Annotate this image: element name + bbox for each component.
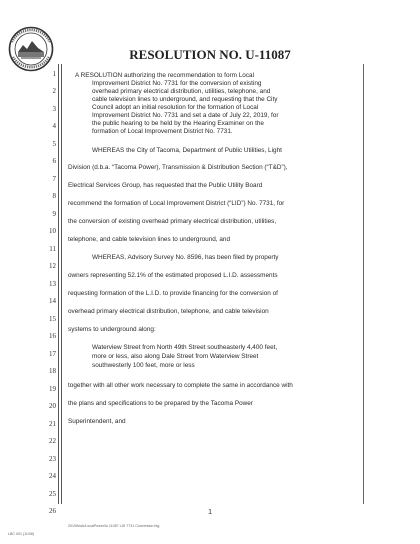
line-number: 21 xyxy=(49,420,56,428)
intro-line: Council adopt an initial resolution for the formation of Local xyxy=(92,104,259,111)
together-line: Superintendent, and xyxy=(68,418,126,425)
left-margin-rule-outer xyxy=(58,64,59,504)
line-number: 25 xyxy=(49,490,56,498)
left-margin-rule-inner xyxy=(61,64,62,504)
line-number: 9 xyxy=(52,210,56,218)
page-number: 1 xyxy=(208,507,213,516)
whereas1-line: telephone, and cable television lines to underground, and xyxy=(68,236,231,243)
line-number: 18 xyxy=(49,367,56,375)
whereas1-line: Electrical Services Group, has requested that the Public Utility Board xyxy=(68,182,263,189)
line-number: 23 xyxy=(49,455,56,463)
line-number: 19 xyxy=(49,385,56,393)
line-number: 13 xyxy=(49,280,56,288)
line-number: 2 xyxy=(52,87,56,95)
together-line: the plans and specifications to be prepared by the Tacoma Power xyxy=(68,400,253,407)
whereas2-line: requesting formation of the L.I.D. to provide financing for the conversion of xyxy=(68,290,278,297)
line-number: 4 xyxy=(52,122,56,130)
line-number: 6 xyxy=(52,157,56,165)
whereas1-line: Division (d.b.a. “Tacoma Power), Transmission & Distribution Section (“T&D”), xyxy=(68,164,288,171)
whereas2-line: systems to underground along: xyxy=(68,326,156,333)
line-number: 16 xyxy=(49,332,56,340)
line-number: 26 xyxy=(49,507,56,515)
line-number: 10 xyxy=(49,227,56,235)
line-number: 15 xyxy=(49,315,56,323)
resolution-title: RESOLUTION NO. U-11087 xyxy=(129,47,291,62)
line-number: 22 xyxy=(49,437,56,445)
intro-line: A RESOLUTION authorizing the recommendation to form Local xyxy=(75,72,255,79)
intro-line: the public hearing to be held by the Hearing Examiner on the xyxy=(92,120,264,127)
line-number: 24 xyxy=(49,472,56,480)
location-line: more or less, also along Dale Street from Waterview Street xyxy=(92,353,259,360)
intro-line: Improvement District No. 7731 for the conversion of existing xyxy=(92,80,262,87)
intro-line: Improvement District No. 7731 and set a date of July 22, 2019, for xyxy=(92,112,279,119)
line-number: 7 xyxy=(52,175,56,183)
line-number: 14 xyxy=(49,297,56,305)
line-number: 1 xyxy=(52,70,56,78)
line-number: 11 xyxy=(49,245,56,253)
whereas2-line: owners representing 52.1% of the estimated proposed L.I.D. assessments xyxy=(68,272,278,279)
intro-line: cable television lines to underground, and requesting that the City xyxy=(92,96,278,103)
whereas2-line: overhead primary electrical distribution, telephone, and cable television xyxy=(68,308,269,315)
location-line: southwesterly 100 feet, more or less xyxy=(92,362,195,369)
whereas1-line: WHEREAS the City of Tacoma, Department of Public Utilities, Light xyxy=(92,147,282,154)
intro-line: formation of Local Improvement District No. 7731. xyxy=(92,128,233,135)
line-number: 3 xyxy=(52,105,56,113)
right-margin-rule xyxy=(363,64,364,504)
whereas1-line: recommend the formation of Local Improvement District (“LID”) No. 7731, for xyxy=(68,200,285,207)
together-line: together with all other work necessary to complete the same in accordance with xyxy=(68,382,293,389)
form-code: LBC 001 (11/08) xyxy=(8,532,35,536)
intro-line: overhead primary electrical distribution, utilities, telephone, and xyxy=(92,88,271,95)
line-number: 5 xyxy=(52,140,56,148)
footer-file-path: 2019Work/LocalPower/lu 11087 LID 7731 Conversion.htg xyxy=(68,524,160,528)
whereas1-line: the conversion of existing overhead primary electrical distribution, utilities, xyxy=(68,218,277,225)
line-number: 17 xyxy=(49,350,56,358)
line-number: 12 xyxy=(49,262,56,270)
line-number: 8 xyxy=(52,192,56,200)
location-line: Waterview Street from North 49th Street southeasterly 4,400 feet, xyxy=(92,344,278,351)
line-number: 20 xyxy=(49,402,56,410)
whereas2-line: WHEREAS, Advisory Survey No. 8596, has been filed by property xyxy=(92,254,279,261)
